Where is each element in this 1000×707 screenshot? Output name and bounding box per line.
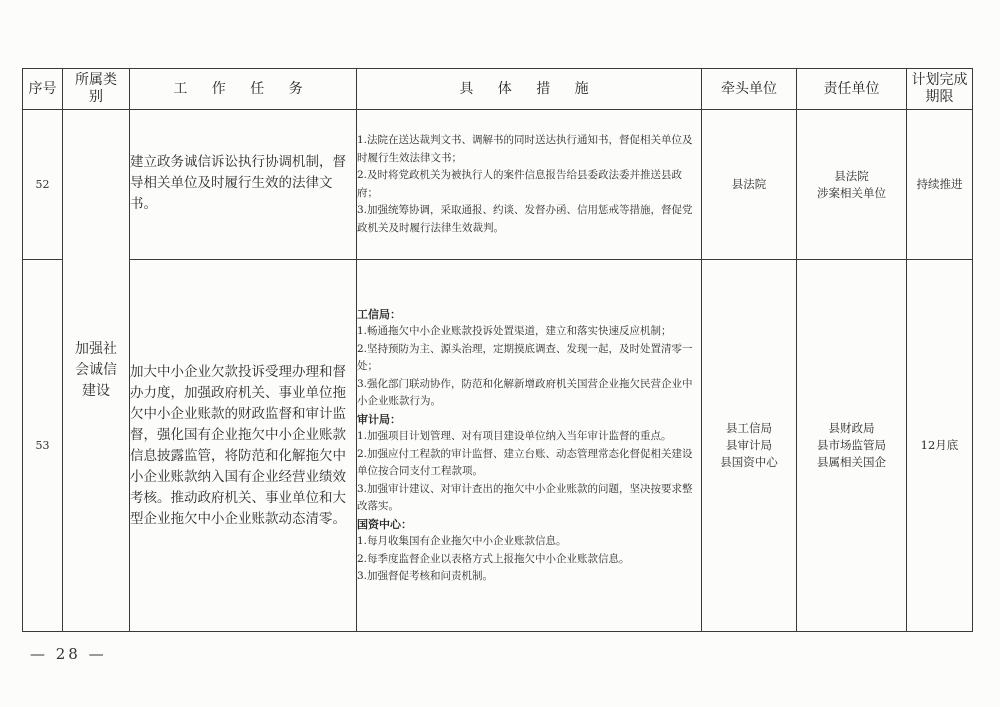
lead-unit: 县法院	[731, 177, 767, 191]
measure-item: 1.畅通拖欠中小企业账款投诉处置渠道，建立和落实快速反应机制；	[357, 325, 672, 337]
measure-item: 3.加强审计建议、对审计查出的拖欠中小企业账款的问题，坚决按要求整改落实。	[357, 482, 693, 512]
lead-unit-cell	[702, 260, 797, 632]
deadline-cell: 12月底	[907, 260, 973, 632]
task-table	[22, 68, 973, 632]
header-deadline: 计划完成期限	[907, 69, 973, 110]
measure-item: 1.法院在送达裁判文书、调解书的同时送达执行通知书，督促相关单位及时履行生效法律文书；	[357, 134, 693, 164]
header-measures: 具 体 措 施	[357, 69, 702, 110]
task-cell: 加大中小企业欠款投诉受理办理和督办力度，加强政府机关、事业单位拖欠中小企业账款的财政监督和审计监督，强化国有企业拖欠中小企业账款信息披露监管，将防范和化解拖欠中小企业账款纳入国有企业经营业绩效考核。推动政府机关、事业单位和大型企业拖欠中小企业账款动态清零。	[130, 260, 357, 632]
header-responsible-unit: 责任单位	[797, 69, 907, 110]
measure-item: 3.加强统筹协调，采取通报、约谈、发督办函、信用惩戒等措施，督促党政机关及时履行法律生效裁判。	[357, 204, 693, 234]
responsible-unit-cell	[797, 260, 907, 632]
measure-item: 2.加强应付工程款的审计监督、建立台账、动态管理常态化督促相关建设单位按合同支付工程款项。	[357, 447, 693, 477]
header-lead-unit: 牵头单位	[702, 69, 797, 110]
header-category: 所属类别	[63, 69, 130, 110]
header-row	[23, 69, 973, 110]
measure-item: 2.坚持预防为主、源头治理，定期摸底调查、发现一起，及时处置清零一处；	[357, 342, 693, 372]
header-index: 序号	[23, 69, 63, 110]
measures-cell	[357, 260, 702, 632]
responsible-unit: 县市场监管局	[817, 438, 886, 452]
measures-cell	[357, 110, 702, 260]
responsible-unit: 县属相关国企	[817, 455, 886, 469]
measure-item: 1.每月收集国有企业拖欠中小企业账款信息。	[357, 535, 567, 547]
lead-unit-cell	[702, 110, 797, 260]
measure-item: 1.加强项目计划管理、对有项目建设单位纳入当年审计监督的重点。	[357, 430, 672, 442]
measure-dept-title: 工信局：	[357, 307, 401, 321]
header-task: 工 作 任 务	[130, 69, 357, 110]
responsible-unit: 县财政局	[828, 421, 875, 435]
table-row	[23, 260, 973, 632]
deadline-cell: 持续推进	[907, 110, 973, 260]
responsible-unit: 县法院	[834, 168, 869, 183]
category-label: 加强社会诚信建设	[75, 341, 117, 399]
table-row	[23, 110, 973, 260]
measure-item: 2.及时将党政机关为被执行人的案件信息报告给县委政法委并推送县政府；	[357, 169, 683, 199]
lead-unit: 县国资中心	[720, 455, 778, 469]
measure-dept-title: 审计局：	[357, 412, 401, 426]
page-number: — 28 —	[30, 645, 107, 663]
lead-unit: 县审计局	[726, 438, 772, 452]
lead-unit: 县工信局	[726, 421, 772, 435]
row-index: 52	[23, 110, 63, 260]
measure-item: 3.强化部门联动协作，防范和化解新增政府机关国营企业拖欠民营企业中小企业账款行为。	[357, 377, 693, 407]
measure-dept-title: 国资中心：	[357, 517, 412, 531]
row-index: 53	[23, 260, 63, 632]
category-cell	[63, 110, 130, 632]
responsible-unit-cell	[797, 110, 907, 260]
measure-item: 2.每季度监督企业以表格方式上报拖欠中小企业账款信息。	[357, 552, 630, 565]
responsible-unit: 涉案相关单位	[817, 185, 886, 200]
task-cell: 建立政务诚信诉讼执行协调机制，督导相关单位及时履行生效的法律文书。	[130, 110, 357, 260]
measure-item: 3.加强督促考核和问责机制。	[357, 570, 494, 582]
